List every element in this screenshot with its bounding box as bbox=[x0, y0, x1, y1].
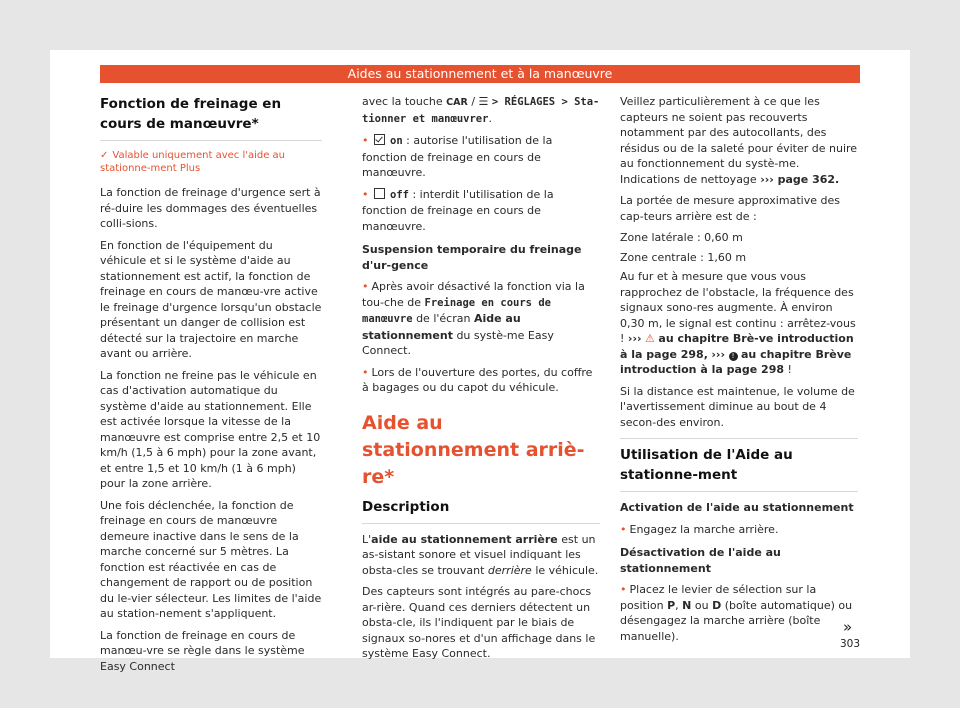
column-right bbox=[620, 94, 861, 650]
section-title-usage: Utilisation de l'Aide au stationne-ment bbox=[620, 438, 858, 492]
paragraph: La fonction de freinage d'urgence sert à ré-duire les dommages des éventuelles colli-sions. bbox=[100, 186, 321, 230]
bullet: • bbox=[362, 187, 369, 201]
checkbox-empty-icon bbox=[374, 188, 385, 199]
check-icon: ✓ bbox=[100, 150, 109, 161]
chapter-title-rear-parking: Aide au stationnement arriè-re* bbox=[362, 411, 585, 488]
list-item: • Après avoir désactivé la fonction via la tou-che de Freinage en cours de manœuvre de l'écran Aide au stationnement du systè-me Easy Connect. bbox=[362, 280, 585, 357]
checkbox-checked-icon bbox=[374, 134, 385, 145]
manual-page bbox=[50, 50, 910, 673]
paragraph: L'aide au stationnement arrière est un as-sistant sonore et visuel indiquant les obsta-cles se trouvant derrière le véhicule. bbox=[362, 532, 599, 577]
paragraph: Si la distance est maintenue, le volume de l'avertissement diminue au bout de 4 secon-des environ. bbox=[620, 384, 855, 429]
bullet: • bbox=[620, 522, 627, 536]
paragraph: La fonction ne freine pas le véhicule en cas d'activation automatique du système d'aide au stationnement. Elle est activée lorsque la vitesse de la manœuvre est comprise entre 2,5 et 10 km/h (1,5 à 6 mph) pour la zone avant, et entre 1,5 et 10 km/h (1 à 6 mph) pour la zone arrière. bbox=[100, 368, 321, 490]
bullet: • bbox=[362, 365, 369, 379]
chapter-header: Aides au stationnement et à la manœuvre bbox=[100, 65, 860, 83]
paragraph-settings-path: avec la touche CAR / ☰ > RÉGLAGES > Sta-tionner et manœuvrer. bbox=[362, 95, 600, 125]
list-item: • Placez le levier de sélection sur la position P, N ou D (boîte automatique) ou désengagez la marche arrière (boîte manuelle). bbox=[620, 583, 853, 643]
continue-arrow-icon: » bbox=[843, 618, 853, 636]
bullet: • bbox=[362, 280, 369, 293]
note-text: Valable uniquement avec l'aide au stationne-ment Plus bbox=[100, 150, 286, 174]
paragraph: Des capteurs sont intégrés au pare-chocs ar-rière. Quand ces derniers détectent un obsta-cle, ils l'indiquent par le biais de signaux so-nores et d'un affichage dans le système Easy Connect. bbox=[362, 585, 596, 660]
availability-note bbox=[100, 149, 322, 175]
list-item: • Engagez la marche arrière. bbox=[620, 522, 779, 536]
warning-icon: ⚠ bbox=[645, 332, 655, 345]
paragraph: Au fur et à mesure que vous vous rapprochez de l'obstacle, la fréquence des signaux sono-res augmente. À environ 0,30 m, le signal est continu : arrêtez-vous ! ››› ⚠ au chapitre Brè-ve introduction à la page 298, ››› ! au chapitre Brève introduction à la page 298 ! bbox=[620, 270, 856, 376]
subheading-suspension: Suspension temporaire du freinage d'ur-gence bbox=[362, 243, 582, 272]
bullet: • bbox=[620, 583, 627, 596]
column-middle bbox=[362, 94, 600, 668]
range-lateral: Zone latérale : 0,60 m bbox=[620, 231, 743, 244]
section-title-braking: Fonction de freinage en cours de manœuvre* bbox=[100, 94, 322, 141]
chapter-reference-link[interactable]: au chapitre Brève introduction à la page 298 bbox=[620, 347, 852, 376]
subheading-activation: Activation de l'aide au stationnement bbox=[620, 501, 854, 514]
paragraph: La fonction de freinage en cours de manœu-vre se règle dans le système Easy Connect bbox=[100, 628, 305, 673]
range-central: Zone centrale : 1,60 m bbox=[620, 250, 747, 264]
car-key-icon: CAR bbox=[446, 97, 468, 108]
list-item: • Lors de l'ouverture des portes, du coffre à bagages ou du capot du véhicule. bbox=[362, 365, 593, 394]
paragraph: Veillez particulièrement à ce que les capteurs ne soient pas recouverts notamment par des autocollants, des résidus ou de la saleté pour éviter de nuire au fonctionnement du systè-me. Indications de nettoyage ››› page 362. bbox=[620, 95, 858, 186]
paragraph: Une fois déclenchée, la fonction de freinage en cours de manœuvre demeure inactive dans le sens de la marche concerné sur 5 mètres. La fonction est réactivée en cas de changement de rapport ou de position du le-vier sélecteur. Les limites de l'aide au station-nement s'appliquent. bbox=[100, 498, 322, 620]
menu-icon: ☰ bbox=[478, 95, 489, 108]
paragraph: La portée de mesure approximative des cap-teurs arrière est de : bbox=[620, 194, 840, 223]
page-number: 303 bbox=[840, 638, 861, 650]
chapter-reference-link[interactable]: au chapitre Brè-ve introduction à la page 298, bbox=[620, 332, 854, 361]
list-item-on: • on : autorise l'utilisation de la fonction de freinage en cours de manœuvre. bbox=[362, 134, 553, 179]
subheading-deactivation: Désactivation de l'aide au stationnement bbox=[620, 546, 781, 575]
paragraph: En fonction de l'équipement du véhicule et si le système d'aide au stationnement est actif, la fonction de freinage en cours de manœu-vre active le freinage d'urgence lorsqu'un obstacle présentant un danger de collision est détecté sur la trajectoire en marche avant ou arrière. bbox=[100, 238, 322, 360]
page-reference-link[interactable]: ››› page 362. bbox=[760, 172, 840, 186]
info-icon: ! bbox=[729, 352, 738, 361]
column-left bbox=[100, 94, 322, 680]
menu-path: > RÉGLAGES > Sta-tionner et manœuvrer bbox=[362, 96, 600, 125]
bullet: • bbox=[362, 134, 369, 147]
section-title-description: Description bbox=[362, 497, 600, 524]
list-item-off: • off : interdit l'utilisation de la fonction de freinage en cours de manœuvre. bbox=[362, 187, 554, 233]
